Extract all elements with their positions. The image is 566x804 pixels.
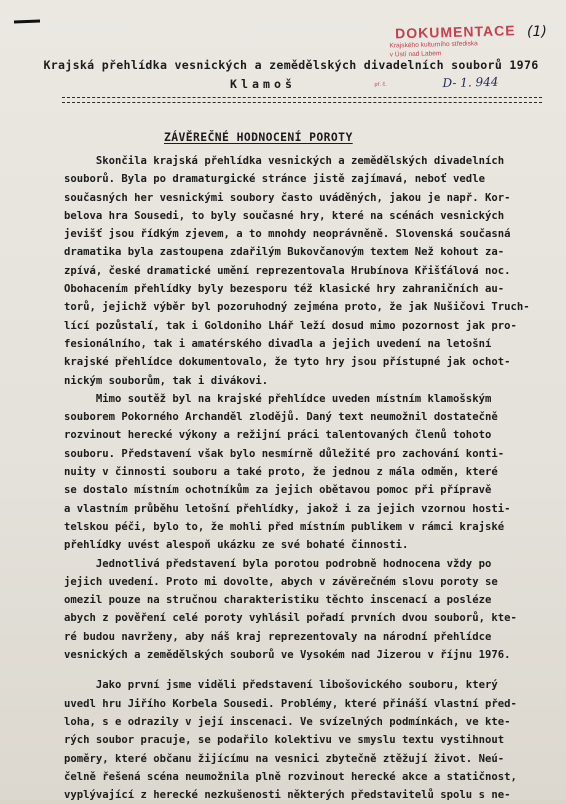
body-line: a vlastním průběhu letošní přehlídky, jakož i za jejich vzornou hosti-	[64, 502, 511, 515]
body-line: souborem Pokorného Archanděl zlodějů. Daný text neumožnil dostatečně	[64, 411, 498, 424]
body-line: Obohacením přehlídky byly bezesporu též klasické hry zahraničních au-	[64, 283, 505, 296]
body-line	[64, 664, 546, 676]
page-number: (1)	[527, 24, 547, 40]
body-line: se dostalo místním ochotníkům za jejich obětavou pomoc při přípravě	[64, 484, 492, 497]
body-text	[64, 152, 546, 804]
corner-pen-mark	[14, 20, 40, 24]
body-line: zpívá, české dramatické umění reprezentovala Hrubínova Křišťálová noc.	[64, 264, 511, 277]
stamp-line-1: Krajského kulturního střediska	[389, 40, 478, 50]
body-line: jejich uvedení. Proto mi dovolte, abych v závěrečném slovu poroty se	[64, 575, 498, 588]
body-line: lící pozůstalí, tak i Goldoniho Lhář leží dosud mimo pozornost jak pro-	[64, 319, 517, 332]
body-line: vesnických a zemědělských souborů ve Vysokém nad Jizerou v říjnu 1976.	[64, 649, 511, 662]
body-line: čelně řešená scéna neumožnila plně rozvinout herecké akce a statičnost,	[64, 770, 517, 783]
body-line: dramatika byla zastoupena zdařilým Bukovčanovým textem Než kohout za-	[64, 246, 505, 259]
body-line: poměry, které občanu žijícímu na vesnici zbytečně ztěžují život. Neú-	[64, 752, 505, 765]
body-line: telskou péči, bylo to, že mohli před místním publikem v rámci krajské	[64, 520, 505, 533]
body-line: Jako první jsme viděli představení libošovického souboru, který	[64, 679, 498, 692]
body-line: Jednotlivá představení byla porotou podrobně hodnocena vždy po	[64, 557, 492, 570]
body-line: Skončila krajská přehlídka vesnických a zemědělských divadelních	[64, 155, 505, 167]
body-line: omezil pouze na stručnou charakteristiku těchto inscenací a posléze	[64, 594, 492, 607]
section-heading: ZÁVĚREČNÉ HODNOCENÍ POROTY	[164, 130, 353, 144]
stamp-id-label: př. č.	[374, 81, 387, 88]
body-line: souborů. Byla po dramaturgické stránce jistě zajímavá, neboť vedle	[64, 173, 485, 186]
body-line: ré budou navrženy, aby náš kraj reprezentovaly na národní přehlídce	[64, 630, 492, 643]
body-line: Mimo soutěž byl na krajské přehlídce uveden místním klamošským	[64, 392, 492, 405]
body-line: jevišť jsou řídkým zjevem, a to mnohdy neoprávněně. Slovenská současná	[64, 228, 511, 241]
body-line: přehlídky uvést alespoň ukázku ze své bohaté činnosti.	[64, 539, 409, 552]
body-line: současných her vesnickými soubory často uváděných, jakou je např. Kor-	[64, 191, 511, 204]
body-line: nickým souborům, tak i divákovi.	[64, 374, 269, 387]
stamp-handwritten-number: D- 1. 944	[442, 74, 499, 91]
body-line: uvedl hru Jiřího Korbela Sousedi. Problémy, které přináší vlastní před-	[64, 697, 517, 710]
header-place: Klamoš	[230, 77, 296, 91]
stamp-line-2: v Ústí nad Labem	[389, 50, 442, 59]
body-line: souboru. Představení však bylo nesmírně důležité pro zachování konti-	[64, 447, 505, 460]
document-header	[0, 58, 566, 91]
body-line: abych z pověření celé poroty vyhlásil pořadí prvních dvou souborů, kte-	[64, 612, 517, 625]
body-line: nuity v činnosti souboru a také proto, že jednou z mála odměn, které	[64, 466, 498, 479]
stamp-title: DOKUMENTACE	[394, 22, 516, 42]
body-line: krajské přehlídce dokumentovalo, že tyto hry jsou přístupné jak ochot-	[64, 356, 511, 369]
header-title: Krajská přehlídka vesnických a zemědělských divadelních souborů 1976	[43, 58, 539, 72]
body-line: rozvinout herecké výkony a režijní práci talentovaných členů tohoto	[64, 429, 492, 442]
body-line: rých soubor pracuje, se podařilo kolektivu ve smyslu textu vystihnout	[64, 734, 505, 747]
header-divider-double	[62, 102, 542, 103]
body-line: torů, jejichž výběr byl pozoruhodný zejména proto, že jak Nušičovi Truch-	[64, 301, 530, 314]
body-line: loha, s e odrazily v její inscenaci. Ve svízelných podmínkách, ve kte-	[64, 715, 511, 728]
body-line: belova hra Sousedi, to byly současné hry, které na scénách vesnických	[64, 209, 505, 222]
header-divider	[62, 97, 542, 98]
body-line: fesionálního, tak i amatérského divadla a jejich uvedení na letošní	[64, 337, 492, 350]
body-line: vyplývající z herecké nezkušenosti některých představitelů spolu s ne-	[64, 789, 511, 802]
